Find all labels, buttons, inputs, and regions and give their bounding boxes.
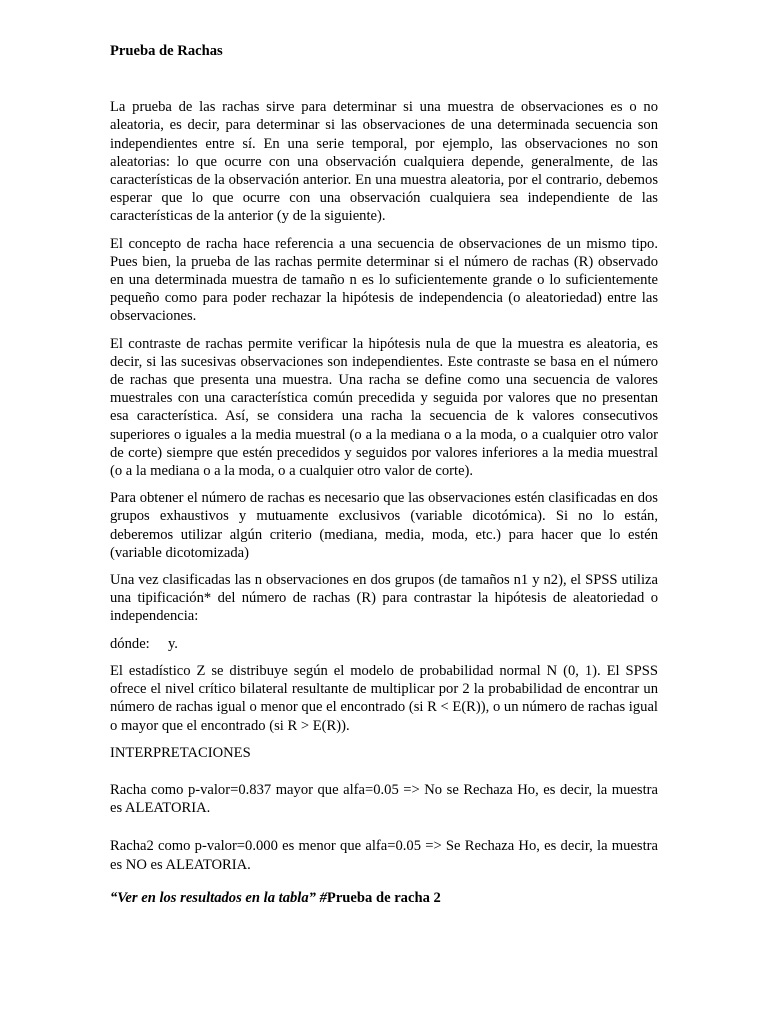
paragraph-estadistico-z: El estadístico Z se distribuye según el modelo de probabilidad normal N (0, 1). El SPSS ofrece el nivel crítico bilateral resultante de multiplicar por 2 la probabilidad de encontrar un número de rachas igual o menor que el encontrado (si R < E(R)), o un número de rachas igual o mayor que el encontrado (si R > E(R)). bbox=[110, 662, 658, 734]
interpretation-racha2: Racha2 como p-valor=0.000 es menor que alfa=0.05 => Se Rechaza Ho, es decir, la muestra es NO es ALEATORIA. bbox=[110, 838, 658, 873]
paragraph-donde: dónde: y. bbox=[110, 635, 178, 652]
document-page bbox=[110, 42, 658, 907]
document-title: Prueba de Rachas bbox=[110, 43, 223, 59]
paragraph-contraste: El contraste de rachas permite verificar la hipótesis nula de que la muestra es aleatoria, es decir, si las sucesivas observaciones son independientes. Este contraste se basa en el número de rachas que presenta una muestra. Una racha se define como una secuencia de valores muestrales con una característica común precedida y seguida por valores que no presentan esa característica. Así, se considera una racha la secuencia de k valores consecutivos superiores o iguales a la media muestral (o a la mediana o a la moda, o a cualquier otro valor de corte) siempre que estén precedidos y seguidos por valores inferiores a la media muestral (o a la mediana o a la moda, o a cualquier otro valor de corte). bbox=[110, 335, 658, 480]
paragraph-racha-concept: El concepto de racha hace referencia a una secuencia de observaciones de un mismo tipo. Pues bien, la prueba de las rachas permite determinar si el número de rachas (R) observado en una determinada muestra de tamaño n es lo suficientemente grande o lo suficientemente pequeño como para poder rechazar la hipótesis de independencia (o aleatoriedad) entre las observaciones. bbox=[110, 235, 658, 325]
paragraph-intro: La prueba de las rachas sirve para determinar si una muestra de observaciones es o no aleatoria, es decir, para determinar si las observaciones de una determinada secuencia son independientes entre sí. En una serie temporal, por ejemplo, las observaciones no son aleatorias: lo que ocurre con una observación cualquiera depende, generalmente, de las características de la observación anterior. En una muestra aleatoria, por el contrario, debemos esperar que lo que ocurre con una observación cualquiera sea independiente de las características de la anterior (y de la siguiente). bbox=[110, 99, 658, 225]
final-note bbox=[110, 889, 658, 907]
interpretation-racha: Racha como p-valor=0.837 mayor que alfa=0.05 => No se Rechaza Ho, es decir, la muestra es ALEATORIA. bbox=[110, 781, 658, 817]
final-note-link: Prueba de racha 2 bbox=[326, 889, 441, 906]
paragraph-clasificacion: Para obtener el número de rachas es necesario que las observaciones estén clasificadas en dos grupos exhaustivos y mutuamente exclusivos (variable dicotómica). Si no lo están, deberemos utilizar algún criterio (mediana, media, moda, etc.) para hacer que lo estén (variable dicotomizada) bbox=[110, 490, 658, 561]
final-note-quote: “Ver en los resultados en la tabla” # bbox=[110, 889, 327, 906]
interpretations-heading: INTERPRETACIONES bbox=[110, 744, 251, 761]
paragraph-tipificacion: Una vez clasificadas las n observaciones en dos grupos (de tamaños n1 y n2), el SPSS utiliza una tipificación* del número de rachas (R) para contrastar la hipótesis de aleatoriedad o independencia: bbox=[110, 572, 658, 625]
